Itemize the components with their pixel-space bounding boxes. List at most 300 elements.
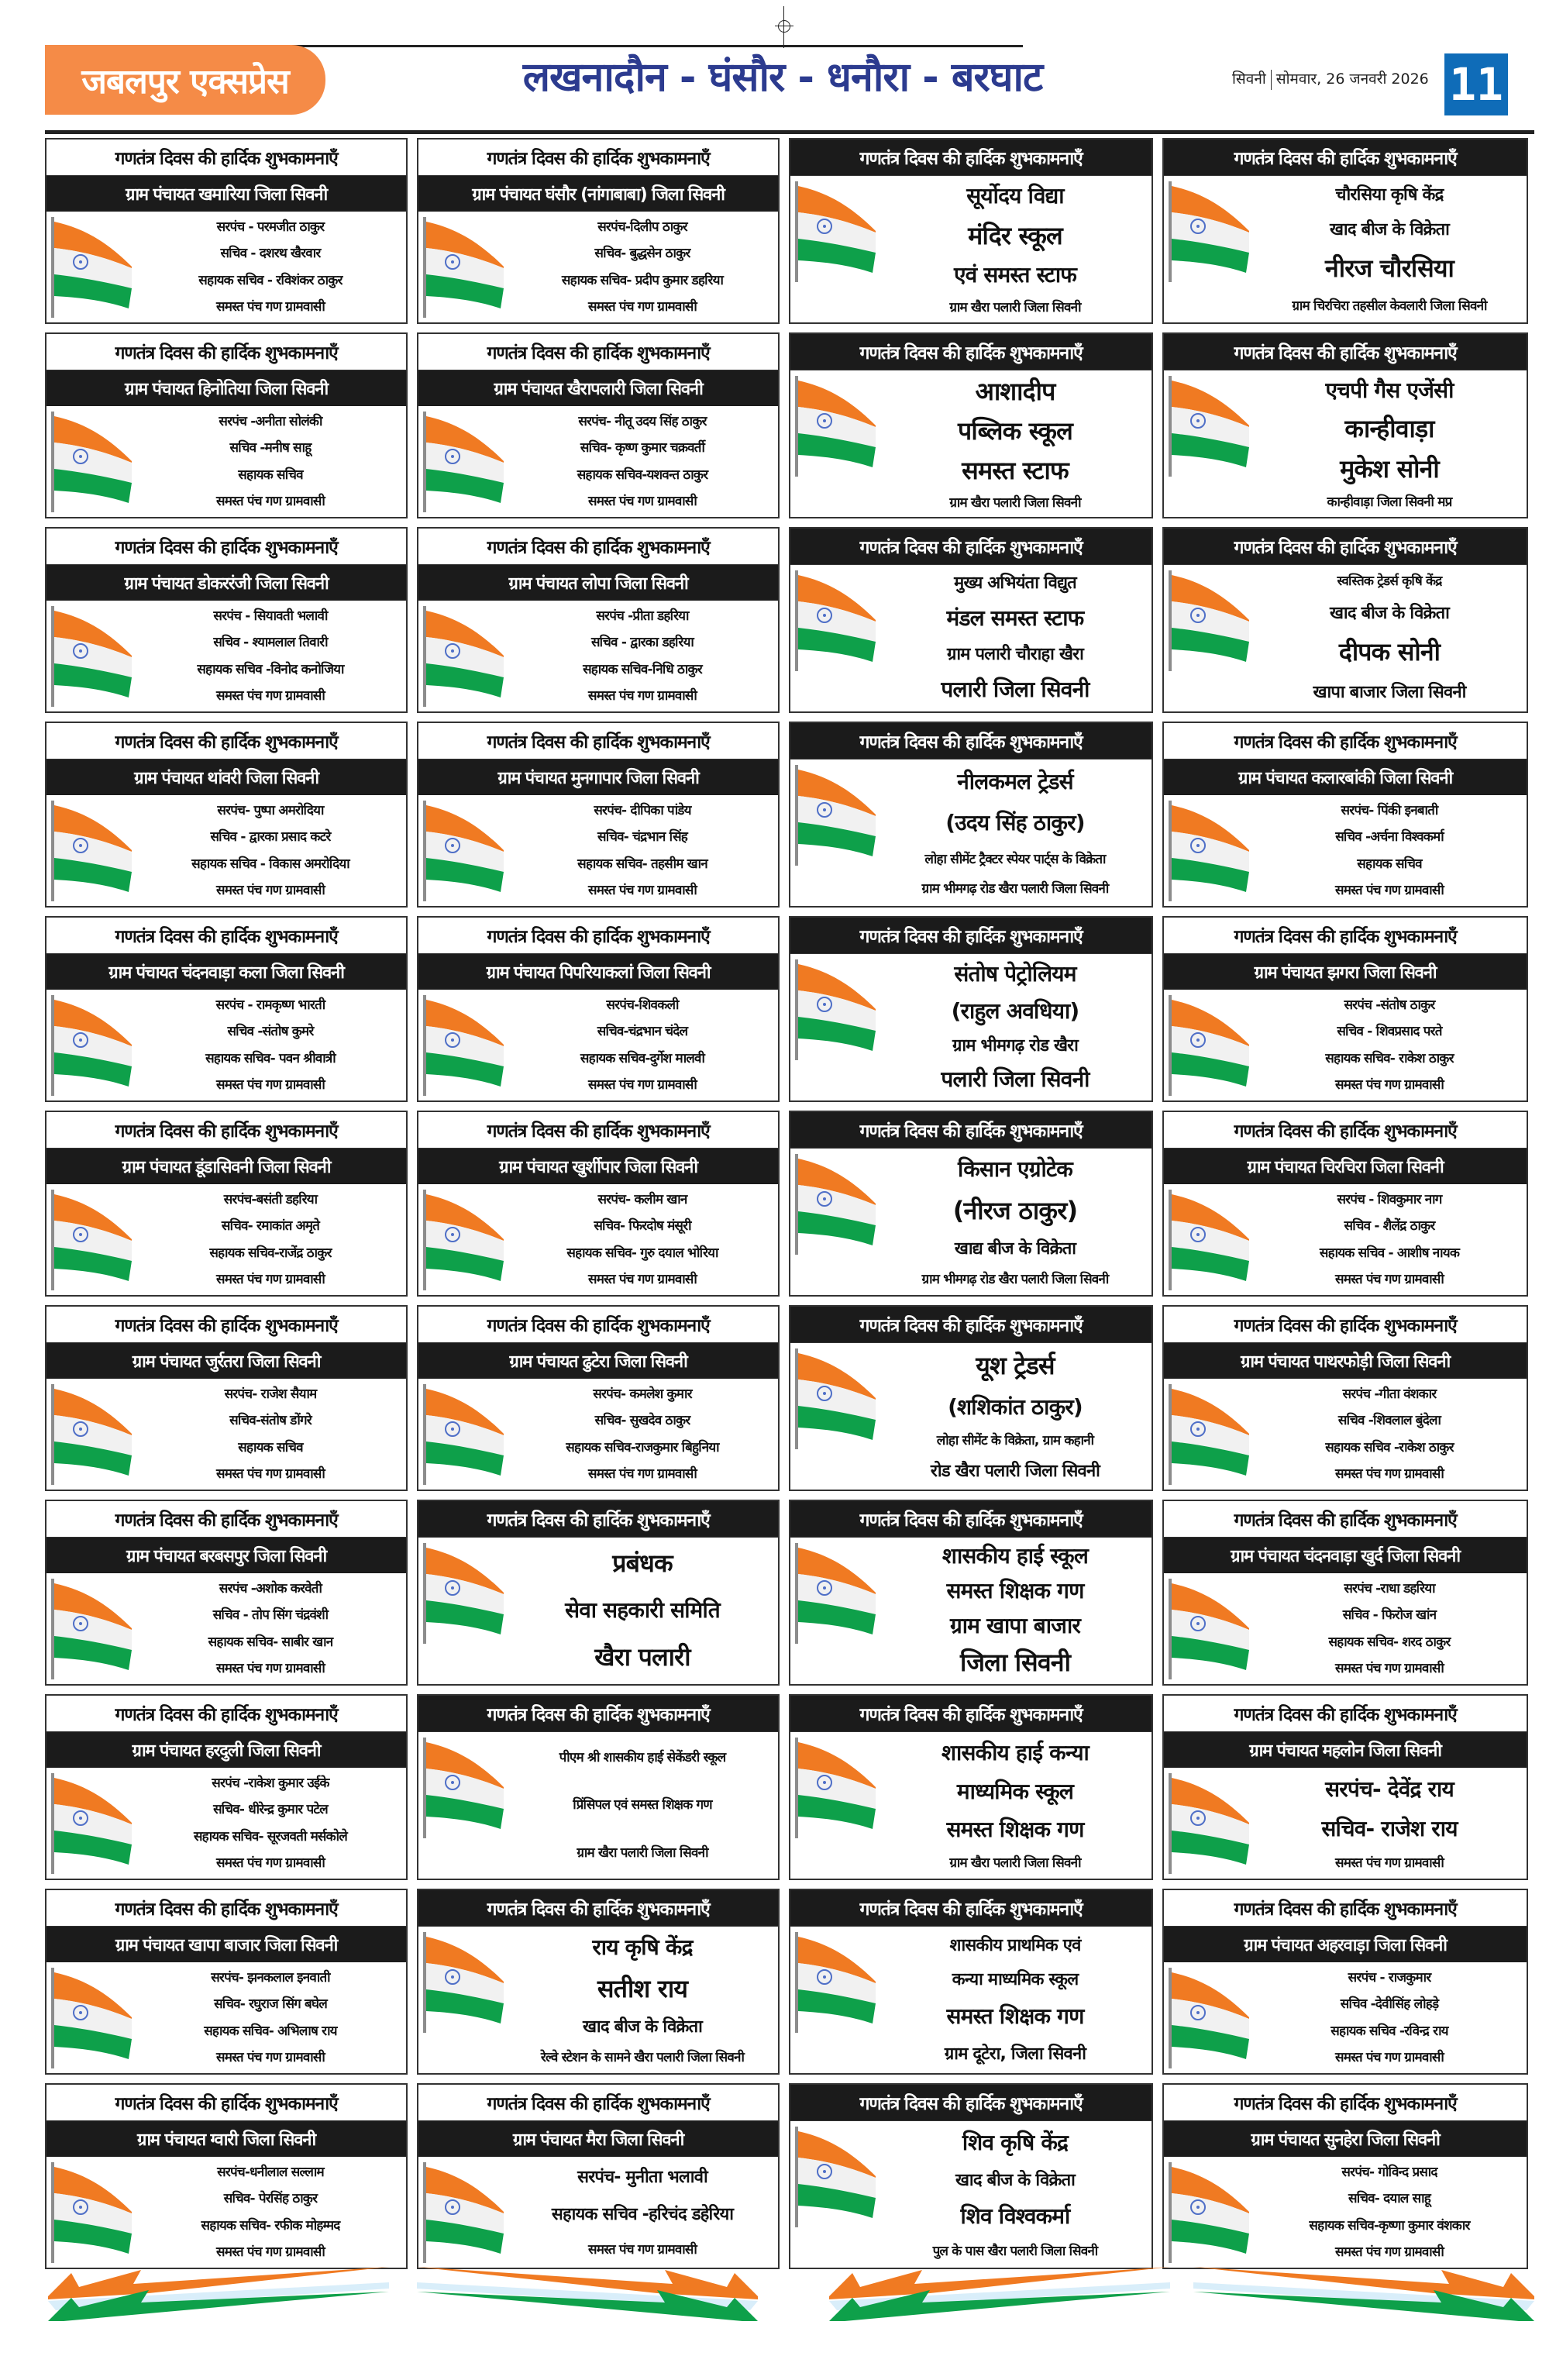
greeting-heading: गणतंत्र दिवस की हार्दिक शुभकामनाएँ: [46, 1501, 406, 1538]
card-line: मुकेश सोनी: [1340, 454, 1439, 484]
greeting-heading: गणतंत्र दिवस की हार्दिक शुभकामनाएँ: [1164, 334, 1527, 370]
greeting-ad-card: [1162, 1694, 1528, 1880]
greeting-ad-card: [417, 722, 780, 908]
panchayat-name-bar: ग्राम पंचायत खापा बाजार जिला सिवनी: [46, 1927, 406, 1962]
panchayat-name-bar: ग्राम पंचायत मैरा जिला सिवनी: [418, 2121, 778, 2157]
card-line: कान्हीवाड़ा: [1344, 413, 1434, 443]
greeting-heading: गणतंत्र दिवस की हार्दिक शुभकामनाएँ: [418, 1112, 778, 1149]
card-line: एचपी गैस एजेंसी: [1325, 377, 1454, 403]
indian-flag-icon: [795, 1738, 888, 1838]
panchayat-name-bar: ग्राम पंचायत पिपरियाकलां जिला सिवनी: [418, 954, 778, 990]
card-line: रोड खैरा पलारी जिला सिवनी: [930, 1461, 1100, 1481]
card-lines: [139, 1769, 401, 1875]
card-line: लोहा सीमेंट ट्रैक्टर स्पेयर पार्ट्स के विक्रेता: [924, 851, 1106, 867]
card-lines: [511, 1538, 773, 1681]
greeting-ad-card: [789, 2083, 1153, 2269]
card-line: सहायक सचिव -विनोद कनोजिया: [197, 661, 344, 677]
card-line: समस्त पंच गण ग्रामवासी: [216, 1855, 325, 1872]
card-body: [418, 1927, 778, 2073]
card-line: सेवा सहकारी समिति: [565, 1597, 720, 1623]
card-line: सचिव- सुखदेव ठाकुर: [594, 1413, 690, 1429]
card-lines: [139, 407, 401, 514]
card-body: [46, 1769, 406, 1879]
card-body: [418, 212, 778, 322]
indian-flag-icon: [1169, 2162, 1262, 2263]
card-lines: [883, 760, 1147, 903]
card-line: शासकीय प्राथमिक एवं: [949, 1936, 1081, 1955]
tricolor-swoosh-left-2: [829, 2267, 1170, 2321]
card-body: [1164, 1379, 1527, 1490]
card-line: समस्त पंच गण ग्रामवासी: [216, 1661, 325, 1677]
card-line: सरपंच- राजेश सैयाम: [224, 1386, 317, 1402]
panchayat-name-bar: ग्राम पंचायत डूंडासिवनी जिला सिवनी: [46, 1149, 406, 1184]
card-lines: [1257, 1185, 1522, 1292]
greeting-ad-card: [1162, 527, 1528, 713]
card-line: सहायक सचिव-निधि ठाकुर: [583, 661, 702, 677]
panchayat-name-bar: ग्राम पंचायत चिरचिरा जिला सिवनी: [1164, 1149, 1527, 1184]
card-line: समस्त पंच गण ग्रामवासी: [216, 883, 325, 899]
indian-flag-icon: [795, 181, 888, 282]
card-line: सचिव - तोप सिंग चंद्रवंशी: [212, 1607, 329, 1624]
greeting-ad-card: [45, 1694, 408, 1880]
card-body: [46, 2158, 406, 2268]
greeting-ad-card: [417, 332, 780, 518]
card-line: सरपंच-दिलीप ठाकुर: [597, 219, 687, 235]
card-line: समस्त शिक्षक गण: [946, 1817, 1084, 1843]
indian-flag-icon: [51, 801, 144, 901]
card-line: सचिव - शैलेंद्र ठाकुर: [1344, 1218, 1435, 1235]
card-line: ग्राम खैरा पलारी जिला सिवनी: [577, 1844, 708, 1861]
card-lines: [139, 1574, 401, 1681]
card-line: पुल के पास खैरा पलारी जिला सिवनी: [932, 2244, 1098, 2260]
card-line: एवं समस्त स्टाफ: [953, 262, 1077, 288]
card-line: सरपंच - सियावती भलावी: [213, 608, 328, 624]
indian-flag-icon: [51, 217, 144, 318]
greeting-ad-card: [417, 1305, 780, 1491]
ad-grid: [45, 138, 1534, 2269]
card-lines: [511, 1733, 773, 1875]
greeting-heading: गणतंत्र दिवस की हार्दिक शुभकामनाएँ: [790, 139, 1152, 176]
indian-flag-icon: [51, 1968, 144, 2068]
card-line: लोहा सीमेंट के विक्रेता, ग्राम कहानी: [936, 1433, 1094, 1449]
card-line: सहायक सचिव: [238, 467, 303, 483]
card-body: [418, 1185, 778, 1295]
section-title: लखनादौन - घंसौर - धनौरा - बरघाट: [522, 54, 1043, 101]
greeting-ad-card: [1162, 138, 1528, 324]
card-line: समस्त पंच गण ग्रामवासी: [216, 494, 325, 510]
card-line: यूश ट्रेडर्स: [976, 1351, 1055, 1381]
card-line: सरपंच -राधा डहरिया: [1344, 1580, 1435, 1596]
greeting-heading: गणतंत्र दिवस की हार्दिक शुभकामनाएँ: [418, 1307, 778, 1343]
card-body: [46, 1963, 406, 2073]
panchayat-name-bar: ग्राम पंचायत डोकररंजी जिला सिवनी: [46, 565, 406, 601]
card-line: सहायक सचिव-राजकुमार बिहुनिया: [566, 1439, 719, 1455]
card-line: सचिव- रघुराज सिंग बघेल: [214, 1996, 327, 2013]
greeting-ad-card: [45, 1111, 408, 1297]
card-lines: [1257, 1379, 1522, 1486]
card-line: मंदिर स्कूल: [968, 220, 1062, 250]
card-line: सचिव - दशरथ खैरवार: [220, 246, 321, 262]
card-line: सरपंच -प्रीता डहरिया: [596, 608, 689, 624]
card-lines: [139, 796, 401, 903]
card-body: [790, 2122, 1152, 2268]
card-line: संतोष पेट्रोलियम: [954, 961, 1076, 987]
indian-flag-icon: [1169, 1773, 1262, 1874]
card-line: सरपंच -संतोष ठाकुर: [1344, 997, 1435, 1013]
greeting-ad-card: [789, 1305, 1153, 1491]
card-line: समस्त पंच गण ग्रामवासी: [588, 1272, 697, 1288]
panchayat-name-bar: ग्राम पंचायत अहरवाड़ा जिला सिवनी: [1164, 1927, 1527, 1962]
card-lines: [139, 212, 401, 319]
card-lines: [139, 1963, 401, 2070]
card-line: समस्त पंच गण ग्रामवासी: [588, 494, 697, 510]
card-lines: [1257, 566, 1522, 708]
greeting-ad-card: [417, 1694, 780, 1880]
panchayat-name-bar: ग्राम पंचायत जुर्रतरा जिला सिवनी: [46, 1343, 406, 1379]
card-line: सहायक सचिव - रविशंकर ठाकुर: [198, 272, 343, 288]
card-lines: [883, 955, 1147, 1097]
card-line: ग्राम दूटेरा, जिला सिवनी: [944, 2044, 1086, 2064]
card-line: ग्राम खापा बाजार: [949, 1612, 1081, 1638]
card-line: समस्त शिक्षक गण: [946, 1578, 1084, 1604]
card-line: समस्त पंच गण ग्रामवासी: [1335, 1466, 1444, 1483]
greeting-ad-card: [45, 527, 408, 713]
card-body: [46, 1574, 406, 1684]
card-line: सहायक सचिव- राकेश ठाकुर: [1325, 1050, 1454, 1066]
card-line: समस्त पंच गण ग्रामवासी: [1335, 2244, 1444, 2261]
card-lines: [883, 566, 1147, 708]
card-line: सहायक सचिव- तहसीम खान: [577, 856, 707, 872]
greeting-ad-card: [789, 527, 1153, 713]
greeting-heading: गणतंत्र दिवस की हार्दिक शुभकामनाएँ: [1164, 2085, 1527, 2121]
card-line: सचिव - शिवप्रसाद परते: [1337, 1024, 1442, 1040]
dateline: [1232, 68, 1429, 90]
card-line: सहायक सचिव-राजेंद्र ठाकुर: [209, 1245, 332, 1261]
card-line: समस्त पंच गण ग्रामवासी: [216, 2050, 325, 2066]
card-line: सहायक सचिव- गुरु दयाल भोरिया: [566, 1245, 718, 1261]
greeting-ad-card: [417, 1111, 780, 1297]
card-line: शासकीय हाई स्कूल: [942, 1543, 1089, 1569]
indian-flag-icon: [1169, 181, 1262, 282]
indian-flag-icon: [1169, 1579, 1262, 1679]
card-line: शिव कृषि केंद्र: [962, 2129, 1069, 2155]
card-line: सचिव- दयाल साहू: [1348, 2191, 1430, 2207]
greeting-ad-card: [417, 138, 780, 324]
indian-flag-icon: [423, 801, 516, 901]
card-body: [790, 566, 1152, 711]
card-line: समस्त पंच गण ग्रामवासी: [216, 2244, 325, 2261]
card-line: समस्त पंच गण ग्रामवासी: [1335, 1661, 1444, 1677]
card-line: पलारी जिला सिवनी: [941, 1066, 1090, 1092]
card-body: [790, 1149, 1152, 1295]
greeting-ad-card: [789, 1111, 1153, 1297]
card-line: खाद बीज के विक्रेता: [1329, 603, 1450, 623]
card-line: खाद्य बीज के विक्रेता: [954, 1239, 1076, 1259]
card-line: सहायक सचिव -हरिचंद डहेरिया: [551, 2205, 734, 2225]
card-lines: [511, 1379, 773, 1486]
card-line: सचिव- पेरसिंह ठाकुर: [223, 2191, 318, 2207]
card-line: राय कृषि केंद्र: [592, 1934, 693, 1961]
card-line: सरपंच -अशोक करवेती: [219, 1580, 322, 1596]
card-line: ग्राम खैरा पलारी जिला सिवनी: [949, 1855, 1081, 1872]
card-line: सहायक सचिव- सूरजवती मर्सकोले: [193, 1828, 348, 1844]
panchayat-name-bar: ग्राम पंचायत झगरा जिला सिवनी: [1164, 954, 1527, 990]
indian-flag-icon: [1169, 1968, 1262, 2068]
indian-flag-icon: [51, 1773, 144, 1874]
card-lines: [511, 212, 773, 319]
card-line: पलारी जिला सिवनी: [941, 677, 1090, 702]
panchayat-name-bar: ग्राम पंचायत हरदुली जिला सिवनी: [46, 1732, 406, 1768]
card-body: [1164, 371, 1527, 517]
page-number-badge: 11: [1444, 53, 1508, 115]
greeting-heading: गणतंत्र दिवस की हार्दिक शुभकामनाएँ: [1164, 918, 1527, 954]
card-line: शिव विश्वकर्मा: [960, 2203, 1070, 2230]
panchayat-name-bar: ग्राम पंचायत पाथरफोड़ी जिला सिवनी: [1164, 1343, 1527, 1379]
card-line: समस्त पंच गण ग्रामवासी: [1335, 2050, 1444, 2066]
card-line: जिला सिवनी: [959, 1647, 1071, 1677]
card-line: दीपक सोनी: [1338, 637, 1441, 667]
card-line: मुख्य अभियंता विद्युत: [954, 573, 1076, 593]
card-line: समस्त पंच गण ग्रामवासी: [1335, 883, 1444, 899]
greeting-ad-card: [789, 332, 1153, 518]
card-lines: [511, 601, 773, 708]
greeting-ad-card: [45, 916, 408, 1102]
card-line: चौरसिया कृषि केंद्र: [1335, 185, 1444, 205]
card-line: (शशिकांत ठाकुर): [948, 1393, 1083, 1420]
greeting-ad-card: [1162, 1305, 1528, 1491]
indian-flag-icon: [423, 1932, 516, 2033]
indian-flag-icon: [423, 217, 516, 318]
card-line: रेल्वे स्टेशन के सामने खैरा पलारी जिला सिवनी: [540, 2049, 745, 2065]
dateline-separator: [1271, 70, 1272, 90]
card-body: [418, 407, 778, 517]
greeting-heading: गणतंत्र दिवस की हार्दिक शुभकामनाएँ: [418, 1501, 778, 1538]
card-line: सहायक सचिव -रविन्द्र राय: [1331, 2023, 1448, 2039]
card-line: समस्त पंच गण ग्रामवासी: [588, 883, 697, 899]
indian-flag-icon: [795, 1154, 888, 1255]
card-line: सचिव - फिरोज खांन: [1342, 1607, 1437, 1624]
panchayat-name-bar: ग्राम पंचायत हिनोतिया जिला सिवनी: [46, 370, 406, 406]
greeting-heading: गणतंत्र दिवस की हार्दिक शुभकामनाएँ: [790, 529, 1152, 565]
card-line: सरपंच - शिवकुमार नाग: [1337, 1191, 1442, 1207]
card-line: सचिव- रमाकांत अमृते: [221, 1218, 320, 1235]
card-line: समस्त पंच गण ग्रामवासी: [216, 1077, 325, 1094]
tricolor-swoosh-right-1: [417, 2267, 758, 2321]
greeting-heading: गणतंत्र दिवस की हार्दिक शुभकामनाएँ: [46, 723, 406, 759]
card-body: [790, 371, 1152, 517]
card-body: [790, 1733, 1152, 1879]
card-line: सरपंच-शिवकली: [606, 997, 679, 1013]
greeting-heading: गणतंत्र दिवस की हार्दिक शुभकामनाएँ: [46, 2085, 406, 2121]
card-lines: [883, 1927, 1147, 2070]
card-body: [1164, 566, 1527, 711]
greeting-heading: गणतंत्र दिवस की हार्दिक शुभकामनाएँ: [46, 1307, 406, 1343]
greeting-ad-card: [45, 332, 408, 518]
card-line: आशादीप: [975, 377, 1055, 406]
card-lines: [883, 1538, 1147, 1681]
indian-flag-icon: [795, 570, 888, 671]
greeting-heading: गणतंत्र दिवस की हार्दिक शुभकामनाएँ: [46, 1112, 406, 1149]
greeting-ad-card: [45, 1500, 408, 1686]
greeting-heading: गणतंत्र दिवस की हार्दिक शुभकामनाएँ: [418, 334, 778, 370]
card-line: सचिव -देवीसिंह लोहड़े: [1340, 1996, 1439, 2013]
card-line: सहायक सचिव- प्रदीप कुमार डहरिया: [561, 272, 724, 288]
panchayat-name-bar: ग्राम पंचायत घंसौर (नांगाबाबा) जिला सिवनी: [418, 176, 778, 212]
card-body: [46, 1185, 406, 1295]
card-line: सचिव- धीरेन्द्र कुमार पटेल: [213, 1802, 328, 1818]
card-line: सचिव -अर्चना विश्वकर्मा: [1335, 829, 1444, 846]
card-line: सतीश राय: [597, 1973, 688, 2003]
card-lines: [139, 601, 401, 708]
card-lines: [511, 1185, 773, 1292]
card-line: समस्त पंच गण ग्रामवासी: [588, 1077, 697, 1094]
card-line: सरपंच - राजकुमार: [1348, 1969, 1431, 1986]
card-line: माध्यमिक स्कूल: [956, 1778, 1074, 1804]
greeting-ad-card: [1162, 1111, 1528, 1297]
greeting-ad-card: [417, 527, 780, 713]
card-lines: [139, 1379, 401, 1486]
card-line: समस्त पंच गण ग्रामवासी: [216, 1272, 325, 1288]
panchayat-name-bar: ग्राम पंचायत खुर्शीपार जिला सिवनी: [418, 1149, 778, 1184]
indian-flag-icon: [423, 412, 516, 512]
indian-flag-icon: [423, 1384, 516, 1485]
card-line: पब्लिक स्कूल: [957, 416, 1073, 446]
indian-flag-icon: [423, 1190, 516, 1290]
card-line: सहायक सचिव- शरद ठाकुर: [1328, 1634, 1451, 1650]
card-line: समस्त पंच गण ग्रामवासी: [216, 1466, 325, 1483]
greeting-heading: गणतंत्र दिवस की हार्दिक शुभकामनाएँ: [790, 918, 1152, 954]
greeting-heading: गणतंत्र दिवस की हार्दिक शुभकामनाएँ: [418, 139, 778, 176]
card-body: [418, 601, 778, 711]
panchayat-name-bar: ग्राम पंचायत बरबसपुर जिला सिवनी: [46, 1538, 406, 1573]
card-body: [418, 990, 778, 1100]
greeting-ad-card: [1162, 916, 1528, 1102]
card-line: सहायक सचिव -राकेश ठाकुर: [1325, 1439, 1454, 1455]
city-label: सिवनी: [1232, 71, 1266, 88]
card-line: किसान एग्रोटेक: [958, 1156, 1072, 1183]
card-line: सहायक सचिव- पवन श्रीवात्री: [205, 1050, 336, 1066]
card-body: [790, 1344, 1152, 1490]
indian-flag-icon: [51, 606, 144, 707]
masthead-logo: [45, 45, 325, 115]
card-line: सचिव- बुद्धसेन ठाकुर: [594, 246, 690, 262]
card-line: सरपंच- नीतू उदय सिंह ठाकुर: [578, 413, 707, 429]
card-line: खापा बाजार जिला सिवनी: [1313, 682, 1466, 702]
greeting-ad-card: [1162, 332, 1528, 518]
indian-flag-icon: [423, 1738, 516, 1838]
card-line: शासकीय हाई कन्या: [941, 1739, 1090, 1765]
card-line: सचिव- राजेश राय: [1321, 1815, 1458, 1841]
card-body: [1164, 1574, 1527, 1684]
greeting-ad-card: [789, 916, 1153, 1102]
greeting-heading: गणतंत्र दिवस की हार्दिक शुभकामनाएँ: [1164, 1696, 1527, 1732]
greeting-heading: गणतंत्र दिवस की हार्दिक शुभकामनाएँ: [1164, 1112, 1527, 1149]
card-lines: [1257, 371, 1522, 514]
greeting-heading: गणतंत्र दिवस की हार्दिक शुभकामनाएँ: [418, 1890, 778, 1927]
indian-flag-icon: [423, 1543, 516, 1644]
card-body: [790, 177, 1152, 322]
masthead-text: जबलपुर एक्सप्रेस: [81, 62, 289, 102]
card-line: सहायक सचिव-कृष्णा कुमार वंशकार: [1309, 2217, 1470, 2234]
indian-flag-icon: [51, 1384, 144, 1485]
card-line: खैरा पलारी: [594, 1642, 690, 1672]
indian-flag-icon: [795, 2127, 888, 2227]
card-line: सरपंच -अनीता सोलंकी: [219, 413, 322, 429]
greeting-heading: गणतंत्र दिवस की हार्दिक शुभकामनाएँ: [46, 918, 406, 954]
card-line: समस्त पंच गण ग्रामवासी: [216, 299, 325, 315]
card-line: सचिव- कृष्ण कुमार चक्रवर्ती: [580, 440, 705, 456]
card-line: सरपंच- कलीम खान: [597, 1191, 687, 1207]
greeting-ad-card: [417, 1889, 780, 2075]
card-line: (नीरज ठाकुर): [952, 1195, 1078, 1225]
card-body: [46, 796, 406, 906]
card-body: [46, 601, 406, 711]
indian-flag-icon: [795, 376, 888, 477]
indian-flag-icon: [1169, 801, 1262, 901]
card-body: [418, 1733, 778, 1879]
card-body: [790, 760, 1152, 906]
greeting-heading: गणतंत्र दिवस की हार्दिक शुभकामनाएँ: [418, 529, 778, 565]
panchayat-name-bar: ग्राम पंचायत ग्वारी जिला सिवनी: [46, 2121, 406, 2157]
card-line: सरपंच- मुनीता भलावी: [577, 2168, 707, 2188]
card-lines: [511, 796, 773, 903]
card-line: सचिव -संतोष कुमरे: [227, 1024, 314, 1040]
card-line: सहायक सचिव- अभिलाष राय: [204, 2023, 337, 2039]
tricolor-swoosh-right-2: [1193, 2267, 1534, 2321]
indian-flag-icon: [1169, 1384, 1262, 1485]
card-line: सरपंच- झनकलाल इनवाती: [211, 1969, 330, 1986]
card-line: सरपंच - रामकृष्ण भारती: [215, 997, 325, 1013]
card-line: ग्राम भीमगढ़ रोड खैरा पलारी जिला सिवनी: [921, 881, 1109, 897]
greeting-heading: गणतंत्र दिवस की हार्दिक शुभकामनाएँ: [1164, 1501, 1527, 1538]
card-line: सहायक सचिव-दुर्गेश मालवी: [580, 1050, 705, 1066]
card-line: सहायक सचिव- साबीर खान: [208, 1634, 333, 1650]
greeting-ad-card: [45, 722, 408, 908]
card-lines: [883, 2122, 1147, 2265]
greeting-heading: गणतंत्र दिवस की हार्दिक शुभकामनाएँ: [418, 723, 778, 759]
card-body: [418, 796, 778, 906]
tricolor-swoosh-left-1: [48, 2267, 389, 2321]
indian-flag-icon: [1169, 570, 1262, 671]
greeting-ad-card: [1162, 1500, 1528, 1686]
indian-flag-icon: [795, 1348, 888, 1449]
greeting-heading: गणतंत्र दिवस की हार्दिक शुभकामनाएँ: [1164, 1307, 1527, 1343]
card-line: समस्त स्टाफ: [962, 456, 1069, 485]
card-line: कन्या माध्यमिक स्कूल: [952, 1970, 1079, 1989]
greeting-ad-card: [1162, 1889, 1528, 2075]
card-line: सरपंच- पुष्पा अमरोदिया: [217, 802, 324, 818]
panchayat-name-bar: ग्राम पंचायत खैरापलारी जिला सिवनी: [418, 370, 778, 406]
card-line: खाद बीज के विक्रेता: [1329, 219, 1450, 239]
card-line: समस्त पंच गण ग्रामवासी: [588, 299, 697, 315]
card-line: सचिव - द्वारका प्रसाद कटरे: [210, 829, 331, 846]
card-line: सूर्योदय विद्या: [966, 183, 1064, 209]
card-line: सचिव-चंद्रभान चंदेल: [597, 1024, 688, 1040]
card-line: सरपंच -गीता वंशकार: [1342, 1386, 1437, 1402]
card-lines: [511, 1927, 773, 2070]
card-line: नीलकमल ट्रेडर्स: [957, 768, 1073, 794]
card-line: ग्राम खैरा पलारी जिला सिवनी: [949, 299, 1081, 315]
card-lines: [883, 1733, 1147, 1875]
card-line: सरपंच- देवेंद्र राय: [1325, 1776, 1454, 1802]
card-line: सचिव -शिवलाल बुंदेला: [1337, 1413, 1441, 1429]
card-lines: [883, 1344, 1147, 1486]
panchayat-name-bar: ग्राम पंचायत सुनहेरा जिला सिवनी: [1164, 2121, 1527, 2157]
greeting-heading: गणतंत्र दिवस की हार्दिक शुभकामनाएँ: [1164, 723, 1527, 759]
card-lines: [139, 990, 401, 1097]
greeting-heading: गणतंत्र दिवस की हार्दिक शुभकामनाएँ: [418, 1696, 778, 1732]
greeting-ad-card: [789, 1889, 1153, 2075]
